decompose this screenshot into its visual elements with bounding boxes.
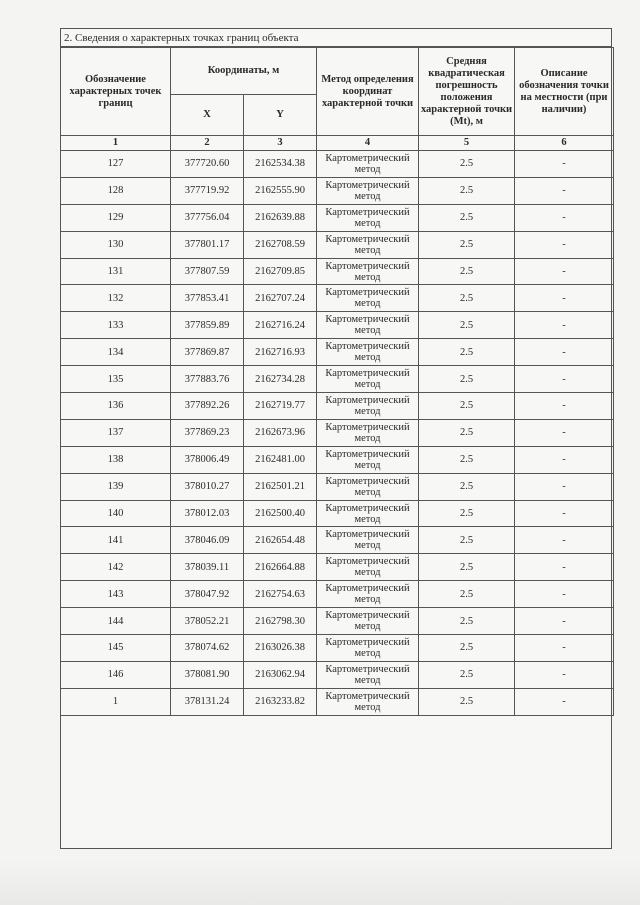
description-cell: -	[515, 554, 614, 581]
table-row	[61, 204, 614, 231]
point-id-cell: 145	[61, 635, 171, 662]
table-row	[61, 554, 614, 581]
method-cell: Картометрический метод	[317, 473, 419, 500]
point-id-cell: 1	[61, 688, 171, 715]
method-cell: Картометрический метод	[317, 366, 419, 393]
header-description: Описание обозначения точки на местности (при наличии)	[515, 48, 614, 136]
point-id-cell: 140	[61, 500, 171, 527]
x-coordinate-cell: 378012.03	[171, 500, 244, 527]
method-cell: Картометрический метод	[317, 231, 419, 258]
column-number: 2	[171, 136, 244, 151]
x-coordinate-cell: 378039.11	[171, 554, 244, 581]
error-cell: 2.5	[419, 419, 515, 446]
method-cell: Картометрический метод	[317, 258, 419, 285]
description-cell: -	[515, 635, 614, 662]
method-cell: Картометрический метод	[317, 500, 419, 527]
y-coordinate-cell: 2162716.93	[244, 339, 317, 366]
description-cell: -	[515, 231, 614, 258]
description-cell: -	[515, 151, 614, 178]
description-cell: -	[515, 366, 614, 393]
point-id-cell: 135	[61, 366, 171, 393]
point-id-cell: 131	[61, 258, 171, 285]
y-coordinate-cell: 2162534.38	[244, 151, 317, 178]
point-id-cell: 128	[61, 177, 171, 204]
table-row	[61, 393, 614, 420]
document-page	[60, 28, 612, 849]
table-row	[61, 500, 614, 527]
x-coordinate-cell: 377719.92	[171, 177, 244, 204]
table-row	[61, 661, 614, 688]
error-cell: 2.5	[419, 258, 515, 285]
section-title: 2. Сведения о характерных точках границ объекта	[61, 29, 611, 47]
error-cell: 2.5	[419, 446, 515, 473]
point-id-cell: 127	[61, 151, 171, 178]
y-coordinate-cell: 2162555.90	[244, 177, 317, 204]
header-y: Y	[244, 95, 317, 136]
method-cell: Картометрический метод	[317, 527, 419, 554]
y-coordinate-cell: 2162481.00	[244, 446, 317, 473]
error-cell: 2.5	[419, 527, 515, 554]
method-cell: Картометрический метод	[317, 581, 419, 608]
table-row	[61, 473, 614, 500]
method-cell: Картометрический метод	[317, 635, 419, 662]
table-row	[61, 312, 614, 339]
description-cell: -	[515, 177, 614, 204]
description-cell: -	[515, 661, 614, 688]
error-cell: 2.5	[419, 554, 515, 581]
point-id-cell: 138	[61, 446, 171, 473]
method-cell: Картометрический метод	[317, 312, 419, 339]
table-row	[61, 419, 614, 446]
x-coordinate-cell: 377807.59	[171, 258, 244, 285]
method-cell: Картометрический метод	[317, 393, 419, 420]
error-cell: 2.5	[419, 473, 515, 500]
y-coordinate-cell: 2163026.38	[244, 635, 317, 662]
table-body	[61, 151, 614, 716]
y-coordinate-cell: 2162716.24	[244, 312, 317, 339]
error-cell: 2.5	[419, 393, 515, 420]
error-cell: 2.5	[419, 204, 515, 231]
method-cell: Картометрический метод	[317, 661, 419, 688]
column-number-row	[61, 136, 614, 151]
method-cell: Картометрический метод	[317, 285, 419, 312]
x-coordinate-cell: 378131.24	[171, 688, 244, 715]
table-row	[61, 688, 614, 715]
x-coordinate-cell: 378047.92	[171, 581, 244, 608]
x-coordinate-cell: 377720.60	[171, 151, 244, 178]
header-coordinates: Координаты, м	[171, 48, 317, 95]
scan-margin	[0, 858, 640, 905]
table-row	[61, 366, 614, 393]
x-coordinate-cell: 377801.17	[171, 231, 244, 258]
x-coordinate-cell: 377883.76	[171, 366, 244, 393]
x-coordinate-cell: 378074.62	[171, 635, 244, 662]
table-row	[61, 177, 614, 204]
error-cell: 2.5	[419, 312, 515, 339]
error-cell: 2.5	[419, 635, 515, 662]
point-id-cell: 129	[61, 204, 171, 231]
y-coordinate-cell: 2162734.28	[244, 366, 317, 393]
method-cell: Картометрический метод	[317, 608, 419, 635]
error-cell: 2.5	[419, 177, 515, 204]
column-number: 6	[515, 136, 614, 151]
description-cell: -	[515, 312, 614, 339]
x-coordinate-cell: 378052.21	[171, 608, 244, 635]
x-coordinate-cell: 377756.04	[171, 204, 244, 231]
y-coordinate-cell: 2162501.21	[244, 473, 317, 500]
column-number: 4	[317, 136, 419, 151]
table-row	[61, 151, 614, 178]
error-cell: 2.5	[419, 339, 515, 366]
method-cell: Картометрический метод	[317, 151, 419, 178]
y-coordinate-cell: 2162500.40	[244, 500, 317, 527]
y-coordinate-cell: 2162639.88	[244, 204, 317, 231]
error-cell: 2.5	[419, 151, 515, 178]
table-row	[61, 285, 614, 312]
error-cell: 2.5	[419, 231, 515, 258]
description-cell: -	[515, 204, 614, 231]
table-row	[61, 635, 614, 662]
x-coordinate-cell: 378081.90	[171, 661, 244, 688]
description-cell: -	[515, 527, 614, 554]
x-coordinate-cell: 378010.27	[171, 473, 244, 500]
column-number: 1	[61, 136, 171, 151]
description-cell: -	[515, 419, 614, 446]
point-id-cell: 139	[61, 473, 171, 500]
method-cell: Картометрический метод	[317, 554, 419, 581]
y-coordinate-cell: 2163233.82	[244, 688, 317, 715]
point-id-cell: 134	[61, 339, 171, 366]
error-cell: 2.5	[419, 500, 515, 527]
error-cell: 2.5	[419, 285, 515, 312]
point-id-cell: 143	[61, 581, 171, 608]
header-method: Метод определения координат характерной точки	[317, 48, 419, 136]
y-coordinate-cell: 2162664.88	[244, 554, 317, 581]
description-cell: -	[515, 473, 614, 500]
point-id-cell: 137	[61, 419, 171, 446]
y-coordinate-cell: 2162719.77	[244, 393, 317, 420]
description-cell: -	[515, 581, 614, 608]
description-cell: -	[515, 446, 614, 473]
x-coordinate-cell: 377869.23	[171, 419, 244, 446]
point-id-cell: 146	[61, 661, 171, 688]
point-id-cell: 132	[61, 285, 171, 312]
description-cell: -	[515, 258, 614, 285]
table-row	[61, 581, 614, 608]
error-cell: 2.5	[419, 688, 515, 715]
table-row	[61, 258, 614, 285]
point-id-cell: 130	[61, 231, 171, 258]
table-row	[61, 527, 614, 554]
boundary-points-table	[60, 47, 614, 716]
description-cell: -	[515, 339, 614, 366]
y-coordinate-cell: 2162707.24	[244, 285, 317, 312]
column-number: 3	[244, 136, 317, 151]
method-cell: Картометрический метод	[317, 688, 419, 715]
x-coordinate-cell: 377869.87	[171, 339, 244, 366]
error-cell: 2.5	[419, 366, 515, 393]
method-cell: Картометрический метод	[317, 177, 419, 204]
point-id-cell: 141	[61, 527, 171, 554]
x-coordinate-cell: 378006.49	[171, 446, 244, 473]
y-coordinate-cell: 2163062.94	[244, 661, 317, 688]
y-coordinate-cell: 2162754.63	[244, 581, 317, 608]
description-cell: -	[515, 393, 614, 420]
description-cell: -	[515, 500, 614, 527]
x-coordinate-cell: 378046.09	[171, 527, 244, 554]
table-row	[61, 446, 614, 473]
description-cell: -	[515, 688, 614, 715]
error-cell: 2.5	[419, 661, 515, 688]
point-id-cell: 136	[61, 393, 171, 420]
header-x: X	[171, 95, 244, 136]
method-cell: Картометрический метод	[317, 204, 419, 231]
y-coordinate-cell: 2162798.30	[244, 608, 317, 635]
y-coordinate-cell: 2162673.96	[244, 419, 317, 446]
error-cell: 2.5	[419, 608, 515, 635]
table-row	[61, 339, 614, 366]
method-cell: Картометрический метод	[317, 419, 419, 446]
description-cell: -	[515, 285, 614, 312]
column-number: 5	[419, 136, 515, 151]
point-id-cell: 133	[61, 312, 171, 339]
header-point-designation: Обозначение характерных точек границ	[61, 48, 171, 136]
point-id-cell: 142	[61, 554, 171, 581]
y-coordinate-cell: 2162708.59	[244, 231, 317, 258]
description-cell: -	[515, 608, 614, 635]
error-cell: 2.5	[419, 581, 515, 608]
point-id-cell: 144	[61, 608, 171, 635]
header-error: Средняя квадратическая погрешность положения характерной точки (Mt), м	[419, 48, 515, 136]
method-cell: Картометрический метод	[317, 339, 419, 366]
table-row	[61, 231, 614, 258]
method-cell: Картометрический метод	[317, 446, 419, 473]
x-coordinate-cell: 377859.89	[171, 312, 244, 339]
y-coordinate-cell: 2162654.48	[244, 527, 317, 554]
x-coordinate-cell: 377892.26	[171, 393, 244, 420]
table-row	[61, 608, 614, 635]
y-coordinate-cell: 2162709.85	[244, 258, 317, 285]
x-coordinate-cell: 377853.41	[171, 285, 244, 312]
